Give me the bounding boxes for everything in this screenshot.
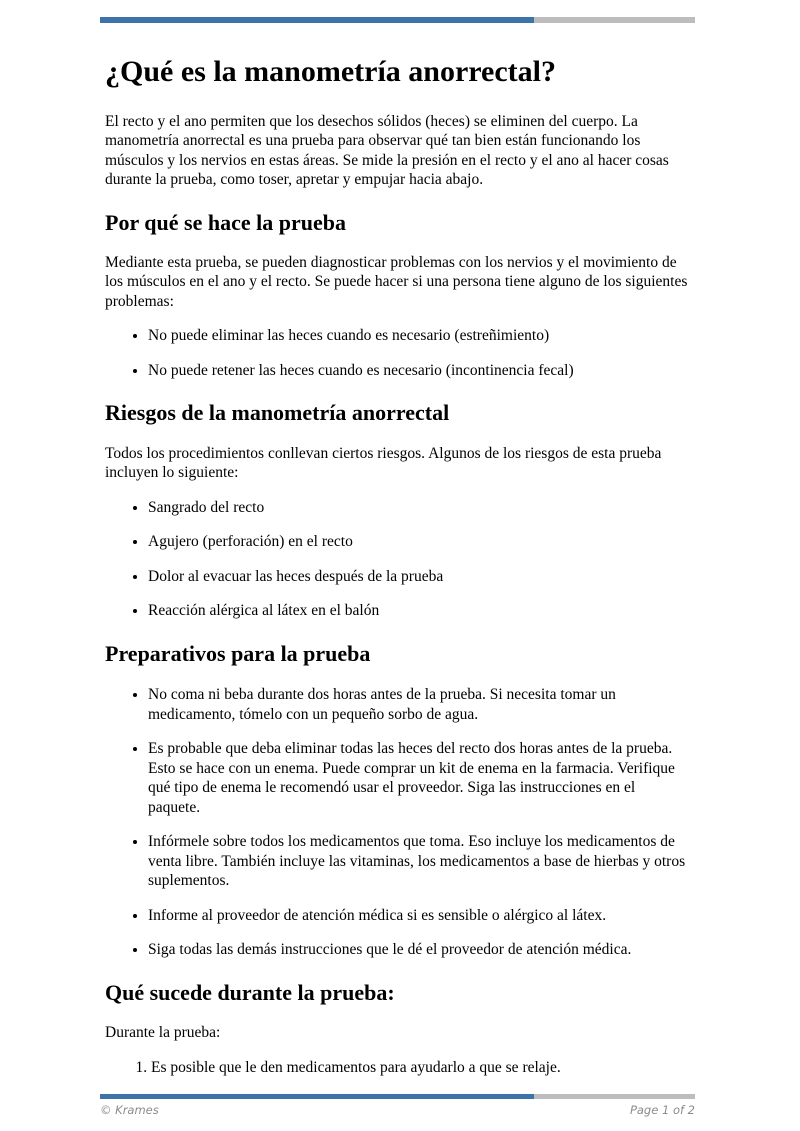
section-paragraph-why-test: Mediante esta prueba, se pueden diagnosticar problemas con los nervios y el movimiento de los músculos en el ano y el recto. Se puede hacer si una persona tiene alguno de los siguientes problemas: bbox=[105, 253, 688, 310]
list-item: • No puede retener las heces cuando es necesario (incontinencia fecal) bbox=[148, 361, 690, 381]
page-number-text: Page 1 of 2 bbox=[629, 1103, 695, 1117]
section-heading-during-test: Qué sucede durante la prueba: bbox=[105, 979, 395, 1005]
list-item: • Infórmele sobre todos los medicamentos que toma. Eso incluye los medicamentos de venta libre. También incluye las vitaminas, los medicamentos a base de hierbas y otros suplementos. bbox=[148, 832, 690, 891]
section-paragraph-during-test: Durante la prueba: bbox=[105, 1024, 221, 1042]
intro-paragraph: El recto y el ano permiten que los desechos sólidos (heces) se eliminen del cuerpo. La manometría anorrectal es una prueba para observar qué tan bien están funcionando los músculos y los nervios en estas áreas. Se mide la presión en el recto y el ano al hacer cosas durante la prueba, como toser, apretar y empujar hacia abajo. bbox=[105, 112, 669, 188]
list-item: • Es probable que deba eliminar todas las heces del recto dos horas antes de la prueba. Esto se hace con un enema. Puede comprar un kit de enema en la farmacia. Verifique qué tipo de enema le recomendó usar el proveedor. Siga las instrucciones en el paquete. bbox=[148, 739, 690, 817]
list-item: • Informe al proveedor de atención médica si es sensible o alérgico al látex. bbox=[148, 906, 690, 926]
header-divider-bar bbox=[100, 17, 695, 23]
section-heading-why-test: Por qué se hace la prueba bbox=[105, 209, 346, 235]
list-item: • No coma ni beba durante dos horas antes de la prueba. Si necesita tomar un medicamento, tómelo con un pequeño sorbo de agua. bbox=[148, 685, 690, 724]
bullet-list-preparation bbox=[105, 685, 690, 960]
list-item: • Siga todas las demás instrucciones que le dé el proveedor de atención médica. bbox=[148, 940, 690, 960]
section-heading-risks: Riesgos de la manometría anorrectal bbox=[105, 400, 450, 426]
section-heading-preparation: Preparativos para la prueba bbox=[105, 640, 371, 666]
footer bbox=[100, 1094, 695, 1117]
footer-bar-blue-segment bbox=[100, 1094, 534, 1099]
bullet-list-risks bbox=[105, 498, 690, 621]
list-item: • Agujero (perforación) en el recto bbox=[148, 532, 690, 552]
list-item: • No puede eliminar las heces cuando es necesario (estreñimiento) bbox=[148, 326, 690, 346]
list-item: • Dolor al evacuar las heces después de la prueba bbox=[148, 567, 690, 587]
copyright-text: © Krames bbox=[100, 1103, 159, 1117]
list-item: • Reacción alérgica al látex en el balón bbox=[148, 601, 690, 621]
page-title: ¿Qué es la manometría anorrectal? bbox=[105, 55, 557, 88]
header-bar-gray-segment bbox=[534, 17, 695, 23]
document-content bbox=[100, 55, 690, 1077]
list-item: 1. Es posible que le den medicamentos para ayudarlo a que se relaje. bbox=[151, 1058, 690, 1078]
header-bar-blue-segment bbox=[100, 17, 534, 23]
numbered-list-during-test bbox=[105, 1058, 690, 1078]
section-paragraph-risks: Todos los procedimientos conllevan ciertos riesgos. Algunos de los riesgos de esta prueba incluyen lo siguiente: bbox=[105, 444, 662, 482]
bullet-list-why-test bbox=[105, 326, 690, 380]
list-item: • Sangrado del recto bbox=[148, 498, 690, 518]
footer-divider-bar bbox=[100, 1094, 695, 1099]
footer-row bbox=[100, 1103, 695, 1117]
footer-bar-gray-segment bbox=[534, 1094, 695, 1099]
